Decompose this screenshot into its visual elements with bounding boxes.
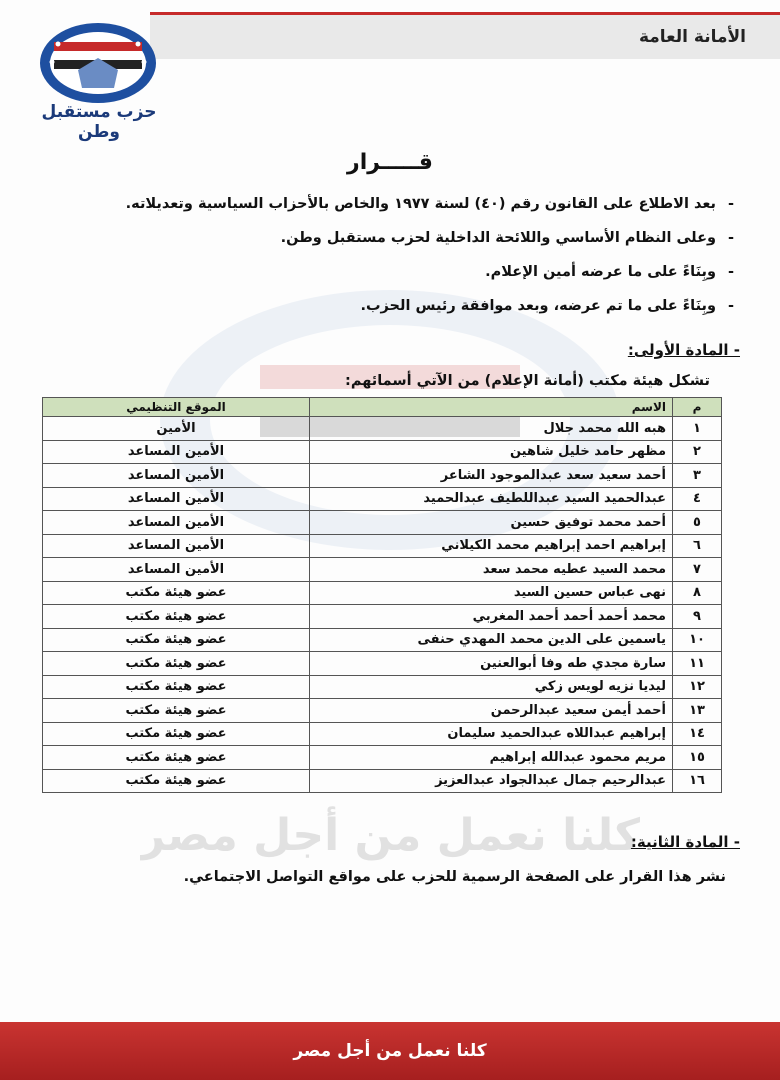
row-role: عضو هيئة مكتب: [43, 652, 310, 676]
table-row: [43, 417, 722, 441]
row-role: عضو هيئة مكتب: [43, 581, 310, 605]
preamble-item: - وبِنَاءً على ما تم عرضه، وبعد موافقة رئيس الحزب.: [40, 289, 740, 323]
row-number: ٣: [673, 464, 722, 488]
table-row: [43, 464, 722, 488]
decision-title: قـــــرار: [347, 150, 433, 175]
watermark-slogan: كلنا نعمل من أجل مصر: [140, 810, 640, 861]
row-number: ٦: [673, 534, 722, 558]
row-role: عضو هيئة مكتب: [43, 769, 310, 793]
table-row: [43, 487, 722, 511]
row-name: أحمد أيمن سعيد عبدالرحمن: [310, 699, 673, 723]
row-name: محمد أحمد أحمد أحمد المغربي: [310, 605, 673, 629]
row-name: ليديا نزيه لويس زكي: [310, 675, 673, 699]
row-role: الأمين المساعد: [43, 558, 310, 582]
header-name: الاسم: [310, 398, 673, 417]
header-band: [150, 12, 780, 59]
table-row: [43, 534, 722, 558]
row-name: هبه الله محمد جلال: [310, 417, 673, 441]
header-title: الأمانة العامة: [638, 27, 746, 47]
article-1-text: تشكل هيئة مكتب (أمانة الإعلام) من الآتي أسمائهم:: [345, 373, 710, 389]
row-name: نهى عباس حسين السيد: [310, 581, 673, 605]
row-name: سارة مجدي طه وفا أبوالعنين: [310, 652, 673, 676]
row-number: ١٦: [673, 769, 722, 793]
row-name: عبدالحميد السيد عبداللطيف عبدالحميد: [310, 487, 673, 511]
row-number: ١٠: [673, 628, 722, 652]
footer-slogan: كلنا نعمل من أجل مصر: [293, 1041, 487, 1061]
article-2-text: نشر هذا القرار على الصفحة الرسمية للحزب على مواقع التواصل الاجتماعي.: [183, 869, 726, 885]
row-name: إبراهيم عبداللاه عبدالحميد سليمان: [310, 722, 673, 746]
row-role: عضو هيئة مكتب: [43, 605, 310, 629]
members-table-body: [43, 417, 722, 793]
row-number: ١٣: [673, 699, 722, 723]
article-2-title: - المادة الثانية:: [630, 833, 740, 851]
table-row: [43, 769, 722, 793]
row-name: إبراهيم احمد إبراهيم محمد الكيلاني: [310, 534, 673, 558]
row-role: الأمين المساعد: [43, 464, 310, 488]
table-header-row: [43, 398, 722, 417]
row-role: عضو هيئة مكتب: [43, 722, 310, 746]
row-role: الأمين المساعد: [43, 440, 310, 464]
row-role: الأمين المساعد: [43, 487, 310, 511]
table-row: [43, 699, 722, 723]
row-role: الأمين المساعد: [43, 534, 310, 558]
row-number: ٥: [673, 511, 722, 535]
preamble-item: - وعلى النظام الأساسي واللائحة الداخلية لحزب مستقبل وطن.: [40, 221, 740, 255]
table-row: [43, 511, 722, 535]
row-number: ١٥: [673, 746, 722, 770]
row-name: أحمد محمد توفيق حسين: [310, 511, 673, 535]
table-row: [43, 605, 722, 629]
row-role: عضو هيئة مكتب: [43, 628, 310, 652]
row-number: ٢: [673, 440, 722, 464]
row-number: ٤: [673, 487, 722, 511]
preamble-item: - بعد الاطلاع على القانون رقم (٤٠) لسنة ١٩٧٧ والخاص بالأحزاب السياسية وتعديلاته.: [40, 187, 740, 221]
row-role: عضو هيئة مكتب: [43, 746, 310, 770]
table-row: [43, 581, 722, 605]
row-name: ياسمين على الدين محمد المهدي حنفى: [310, 628, 673, 652]
row-role: الأمين المساعد: [43, 511, 310, 535]
party-logo-text: حزب مستقبل وطن: [41, 102, 157, 142]
header-role: الموقع التنظيمي: [43, 398, 310, 417]
header-number: م: [673, 398, 722, 417]
row-number: ١١: [673, 652, 722, 676]
row-number: ١: [673, 417, 722, 441]
row-number: ١٢: [673, 675, 722, 699]
row-name: عبدالرحيم جمال عبدالجواد عبدالعزيز: [310, 769, 673, 793]
table-row: [43, 440, 722, 464]
preamble-item: - وبِنَاءً على ما عرضه أمين الإعلام.: [40, 255, 740, 289]
row-number: ١٤: [673, 722, 722, 746]
row-name: أحمد سعيد سعد عبدالموجود الشاعر: [310, 464, 673, 488]
members-table: [42, 397, 722, 793]
row-number: ٩: [673, 605, 722, 629]
row-number: ٧: [673, 558, 722, 582]
table-row: [43, 652, 722, 676]
row-number: ٨: [673, 581, 722, 605]
table-row: [43, 675, 722, 699]
table-row: [43, 558, 722, 582]
row-name: مريم محمود عبدالله إبراهيم: [310, 746, 673, 770]
row-name: مظهر حامد خليل شاهين: [310, 440, 673, 464]
preamble-list: [40, 187, 740, 323]
row-role: الأمين: [43, 417, 310, 441]
table-row: [43, 722, 722, 746]
row-name: محمد السيد عطيه محمد سعد: [310, 558, 673, 582]
decision-content: [40, 150, 740, 885]
article-1-title: - المادة الأولى:: [627, 341, 740, 359]
table-row: [43, 746, 722, 770]
row-role: عضو هيئة مكتب: [43, 699, 310, 723]
table-row: [43, 628, 722, 652]
row-role: عضو هيئة مكتب: [43, 675, 310, 699]
footer-band: [0, 1022, 780, 1080]
